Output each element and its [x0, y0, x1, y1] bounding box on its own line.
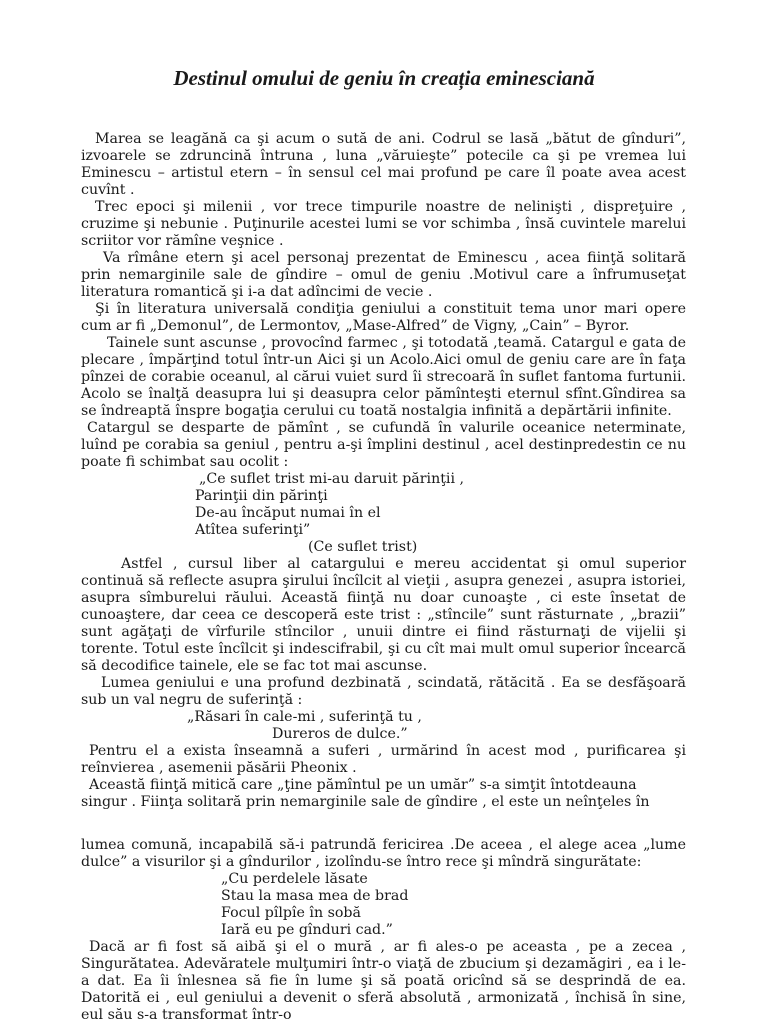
- poem-line: „Ce suflet trist mi-au daruit părinţii ,: [199, 471, 465, 487]
- paragraph-4: Şi în literatura universală condiţia geniului a constituit tema unor mari opere cum ar fi „Demonul”, de Lermontov, „Mase-Alfred” de Vigny, „Cain” – Byror.: [81, 301, 686, 334]
- document-body-bottom: [81, 837, 686, 1024]
- poem-line: Iară eu pe gînduri cad.”: [221, 922, 393, 938]
- paragraph-5: Tainele sunt ascunse , provocînd farmec , şi totodată ,teamă. Catargul e gata de plecare , împărţind totul într-un Aici şi un Acolo.Aici omul de geniu care are în faţa pînzei de corabie oceanul, al cărui vuiet surd îi strecoară în suflet fantoma furtunii. Acolo se înalţă deasupra lui şi deasupra celor pămînteşti eternul sfînt.Gîndirea sa se îndreaptă înspre bogaţia cerului cu toată nostalgia infinită a depărtării infinite.: [81, 335, 686, 419]
- poem-quote-3: [81, 871, 686, 939]
- poem-line: De-au încăput numai în el: [195, 505, 381, 521]
- poem-attribution: (Ce suflet trist): [308, 539, 418, 555]
- paragraph-2: Trec epoci şi milenii , vor trece timpurile noastre de nelinişti , dispreţuire , cruzime şi nebunie . Puţinurile acestei lumi se vor schimba , însă cuvintele marelui scriitor vor rămîne veşnice .: [81, 199, 686, 249]
- paragraph-8: Lumea geniului e una profund dezbinată , scindată, rătăcită . Ea se desfăşoară sub un val negru de suferinţă :: [81, 675, 686, 708]
- paragraph-9: Pentru el a exista înseamnă a suferi , urmărind în acest mod , purificarea şi reînvierea , asemenii păsării Pheonix .: [81, 743, 686, 776]
- poem-line: Atîtea suferinţi”: [195, 522, 311, 538]
- paragraph-6: Catargul se desparte de pămînt , se cufundă în valurile oceanice neterminate, luînd pe corabia sa geniul , pentru a-şi împlini destinul , acel destinpredestin ce nu poate fi schimbat sau ocolit :: [81, 420, 686, 470]
- paragraph-1: Marea se leagănă ca şi acum o sută de ani. Codrul se lasă „bătut de gînduri”, izvoarele se zdruncină întruna , luna „văruieşte” potecile ca şi pe vremea lui Eminescu – artistul etern – în sensul cel mai profund pe care îl poate avea acest cuvînt .: [81, 131, 686, 198]
- poem-quote-2: [81, 709, 686, 743]
- document-body-top: [81, 131, 686, 811]
- poem-line: Focul pîlpîe în sobă: [221, 905, 361, 921]
- poem-line: Dureros de dulce.”: [272, 726, 408, 742]
- poem-line: „Răsari în cale-mi , suferinţă tu ,: [187, 709, 422, 725]
- poem-line: Stau la masa mea de brad: [221, 888, 409, 904]
- paragraph-7: Astfel , cursul liber al catargului e mereu accidentat şi omul superior continuă să reflecte asupra şirului încîlcit al vieţii , asupra genezei , asupra istoriei, asupra sîmburelui răului. Această fiinţă nu doar cunoaşte , ci este însetat de cunoaştere, dar ceea ce descoperă este trist : „stîncile” sunt răsturnate , „brazii” sunt agăţaţi de vîrfurile stîncilor , unuii dintre ei fiind răsturnaţi de vijelii şi torente. Totul este încîlcit şi indescifrabil, şi cu cît mai mult omul superior încearcă să decodifice tainele, ele se fac tot mai ascunse.: [81, 556, 686, 674]
- poem-line: „Cu perdelele lăsate: [221, 871, 368, 887]
- paragraph-10: Această fiinţă mitică care „ţine pămîntul pe un umăr” s-a simţit întotdeauna singur . Fiinţa solitară prin nemarginile sale de gîndire , el este un neînţeles în: [81, 777, 650, 810]
- document-title: Destinul omului de geniu în creația eminesciană: [173, 66, 595, 90]
- poem-line: Parinţii din părinţi: [195, 488, 328, 504]
- poem-quote-1: [81, 471, 686, 539]
- paragraph-11: lumea comună, incapabilă să-i patrundă fericirea .De aceea , el alege acea „lume dulce” a visurilor şi a gîndurilor , izolîndu-se întro rece şi mîndră singurătate:: [81, 837, 686, 870]
- paragraph-3: Va rîmâne etern şi acel personaj prezentat de Eminescu , acea fiinţă solitară prin nemarginile sale de gîndire – omul de geniu .Motivul care a înfrumuseţat literatura romantică şi i-a dat adîncimi de vecie .: [81, 250, 686, 300]
- paragraph-12: Dacă ar fi fost să aibă şi el o mură , ar fi ales-o pe aceasta , pe a zecea , Singurătatea. Adevăratele mulţumiri într-o viaţă de zbucium şi dezamăgiri , ea i le-a dat. Ea îi înlesnea să fie în lume şi să poată oricînd să se desprindă de ea. Datorită ei , eul geniului a devenit o sferă absolută , armonizată , închisă în sine, eul său s-a transformat într-o: [81, 939, 686, 1023]
